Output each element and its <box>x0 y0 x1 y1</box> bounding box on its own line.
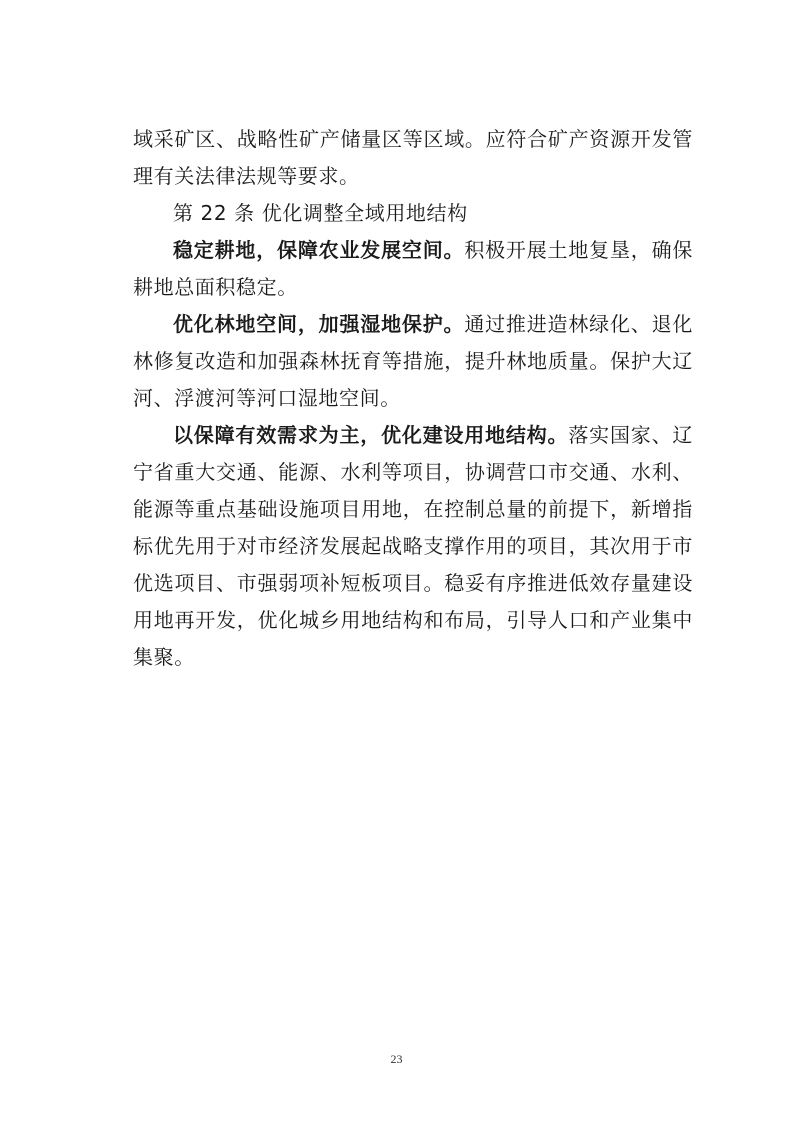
article-title: 第 22 条 优化调整全域用地结构 <box>173 201 468 225</box>
paragraph-body: 通过推进造林绿化、退化林修复改造和加强森林抚育等措施，提升林地质量。保护大辽河、浮渡河等河口湿地空间。 <box>133 312 693 410</box>
paragraph-body: 落实国家、辽宁省重大交通、能源、水利等项目，协调营口市交通、水利、能源等重点基础设施项目用地，在控制总量的前提下，新增指标优先用于对市经济发展起战略支撑作用的项目，其次用于市优选项目、市强弱项补短板项目。稳妥有序推进低效存量建设用地再开发，优化城乡用地结构和布局，引导人口和产业集中集聚。 <box>133 423 693 669</box>
paragraph-farmland <box>133 232 693 306</box>
paragraph-lead: 优化林地空间，加强湿地保护。 <box>173 312 465 336</box>
page-content <box>133 121 693 676</box>
paragraph-lead: 以保障有效需求为主，优化建设用地结构。 <box>173 423 569 447</box>
paragraph-lead: 稳定耕地，保障农业发展空间。 <box>173 238 465 262</box>
paragraph-construction-land <box>133 417 693 676</box>
paragraph-forest-wetland <box>133 306 693 417</box>
paragraph-body: 积极开展土地复垦，确保耕地总面积稳定。 <box>133 238 693 299</box>
continuation-paragraph: 域采矿区、战略性矿产储量区等区域。应符合矿产资源开发管理有关法律法规等要求。 <box>133 127 693 188</box>
page-number: 23 <box>390 1052 403 1066</box>
